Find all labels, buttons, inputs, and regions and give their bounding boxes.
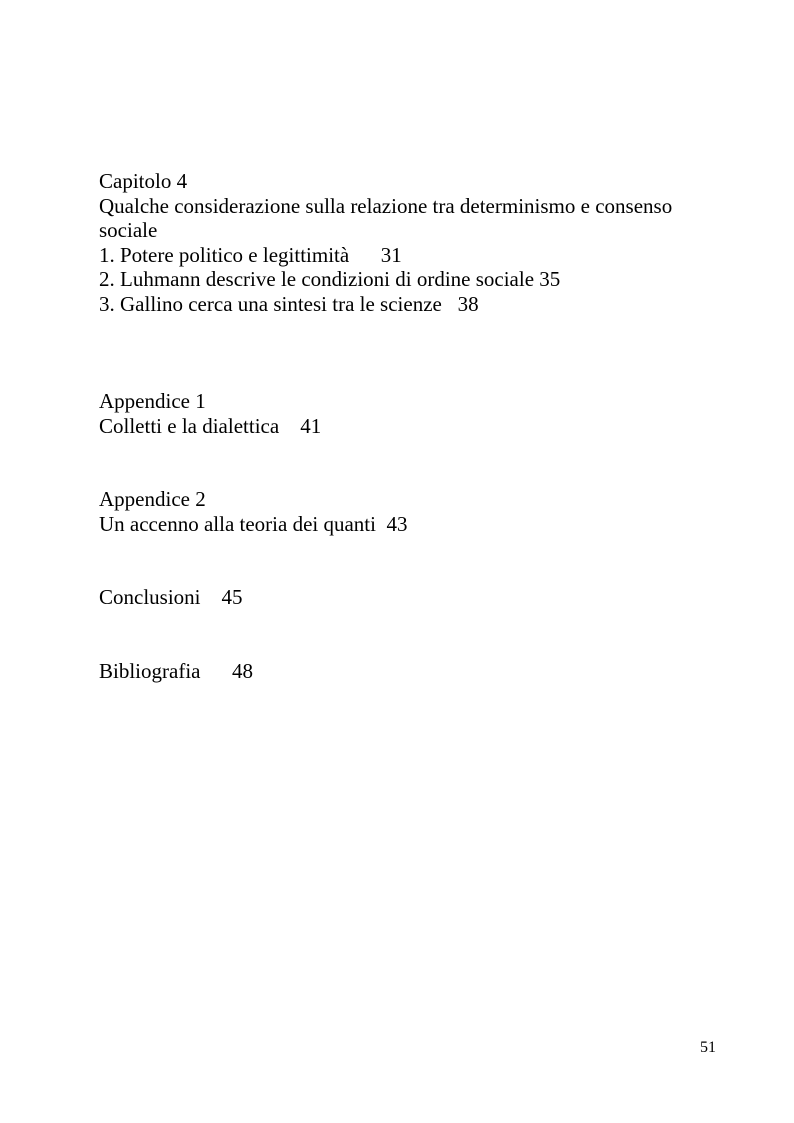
bibliography-title: Bibliografia: [99, 658, 201, 683]
toc-entry-title: 1. Potere politico e legittimità: [99, 242, 350, 267]
appendix2-heading: Appendice 2: [99, 487, 206, 511]
chapter-title-line2: sociale: [99, 218, 158, 242]
appendix1-page: 41: [300, 413, 322, 438]
toc-entry-page: 38: [457, 291, 479, 316]
toc-entry: [99, 414, 719, 439]
toc-entry-spacer: [279, 414, 300, 438]
toc-entry-spacer: [201, 585, 222, 609]
chapter-title-line1: Qualche considerazione sulla relazione tra determinismo e consenso: [99, 193, 673, 218]
page-number: 51: [700, 1039, 716, 1056]
toc-entry-page: 31: [380, 242, 402, 267]
appendix2-page: 43: [386, 511, 408, 536]
toc-entry-spacer: [442, 292, 458, 316]
conclusions-page: 45: [221, 585, 243, 609]
spacer: [99, 316, 719, 389]
toc-entry-title: 2. Luhmann descrive le condizioni di ordine sociale: [99, 267, 535, 291]
toc-entry: [99, 512, 719, 537]
table-of-contents: [99, 169, 719, 683]
spacer: [99, 536, 719, 585]
toc-entry: [99, 659, 719, 684]
spacer: [99, 610, 719, 659]
bibliography-page: 48: [231, 658, 253, 683]
toc-entry: [99, 243, 719, 268]
appendix2-title: Un accenno alla teoria dei quanti: [99, 511, 376, 536]
conclusions-title: Conclusioni: [99, 585, 201, 609]
appendix1-heading: Appendice 1: [99, 389, 206, 413]
spacer: [99, 438, 719, 487]
toc-entry-title: 3. Gallino cerca una sintesi tra le scienze: [99, 291, 442, 316]
toc-entry: [99, 585, 719, 610]
toc-entry: [99, 292, 719, 317]
toc-entry-spacer: [349, 243, 381, 267]
toc-entry-spacer: [200, 659, 232, 683]
toc-entry-spacer: [376, 512, 387, 536]
toc-entry-page: 35: [539, 267, 561, 291]
toc-entry: [99, 267, 719, 292]
appendix1-title: Colletti e la dialettica: [99, 413, 280, 438]
chapter-heading: Capitolo 4: [99, 169, 188, 193]
